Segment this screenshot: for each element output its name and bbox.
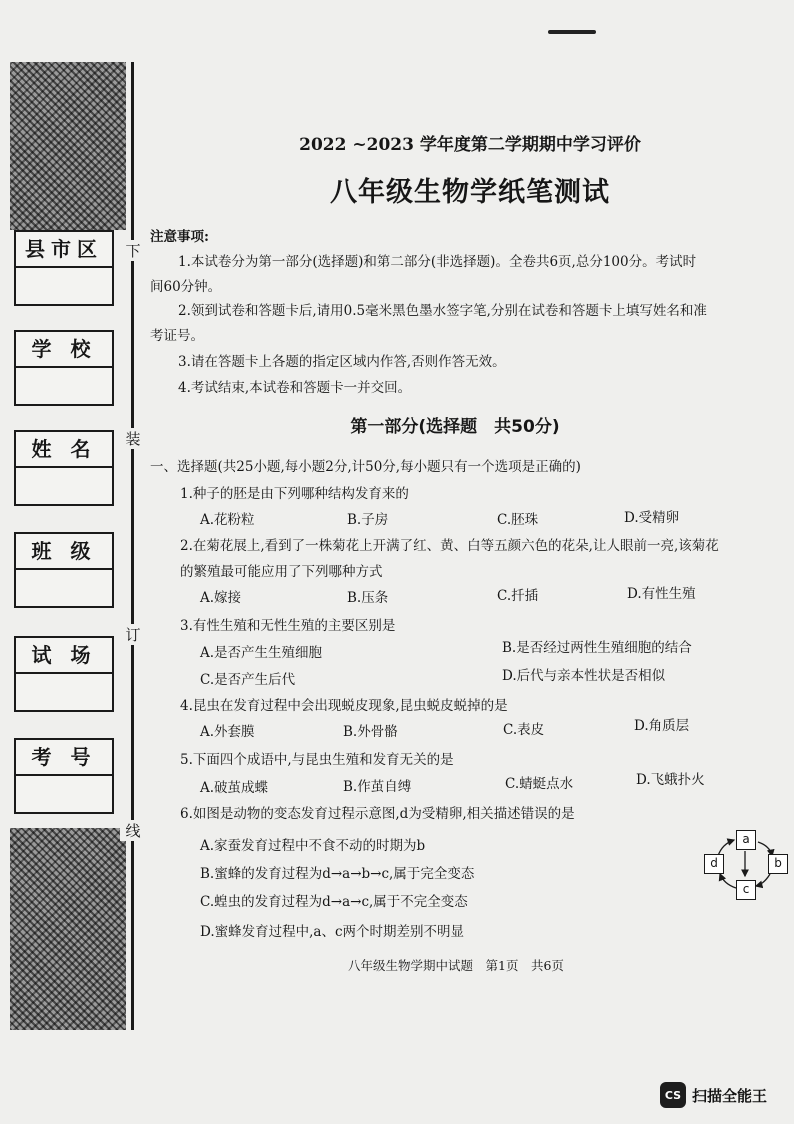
exam-title: 八年级生物学纸笔测试 bbox=[330, 177, 610, 208]
notes-heading: 注意事项: bbox=[150, 229, 209, 245]
security-pattern-top bbox=[10, 62, 126, 230]
binder-mark: 订 bbox=[120, 624, 146, 645]
field-exam-room bbox=[14, 636, 114, 712]
binder-mark: 线 bbox=[120, 820, 146, 841]
camscanner-logo bbox=[660, 1081, 767, 1109]
logo-text: 扫描全能王 bbox=[692, 1086, 768, 1105]
exam-term-title: 2022 ~2023 学年度第二学期期中学习评价 bbox=[299, 135, 641, 155]
question-stem: 4.昆虫在发育过程中会出现蜕皮现象,昆虫蜕皮蜕掉的是 bbox=[180, 698, 508, 714]
field-input-box[interactable] bbox=[16, 674, 112, 710]
field-input-box[interactable] bbox=[16, 570, 112, 606]
field-exam-number bbox=[14, 738, 114, 814]
diagram-node-c: c bbox=[736, 880, 756, 900]
option-b: B.子房 bbox=[347, 512, 389, 528]
question-stem: 1.种子的胚是由下列哪种结构发育来的 bbox=[180, 486, 409, 502]
cs-logo-icon: CS bbox=[660, 1082, 686, 1108]
page-footer: 八年级生物学期中试题 第1页 共6页 bbox=[348, 958, 564, 973]
option-d: D.有性生殖 bbox=[627, 586, 696, 602]
field-label: 班 级 bbox=[16, 534, 112, 570]
binder-mark: 装 bbox=[120, 428, 146, 449]
option-c: C.蜻蜓点水 bbox=[505, 776, 574, 792]
option-c: C.扦插 bbox=[497, 588, 539, 604]
field-school bbox=[14, 330, 114, 406]
option-a: A.是否产生生殖细胞 bbox=[200, 645, 323, 661]
diagram-node-d: d bbox=[704, 854, 724, 874]
option-b: B.压条 bbox=[347, 590, 389, 606]
security-pattern-bottom bbox=[10, 828, 126, 1030]
diagram-node-a: a bbox=[736, 830, 756, 850]
note-item: 2.领到试卷和答题卡后,请用0.5毫米黑色墨水签字笔,分别在试卷和答题卡上填写姓名和准 bbox=[178, 303, 707, 319]
field-county bbox=[14, 230, 114, 306]
option-d: D.后代与亲本性状是否相似 bbox=[502, 668, 666, 684]
question-stem: 5.下面四个成语中,与昆虫生殖和发育无关的是 bbox=[180, 752, 454, 768]
option-c: C.胚珠 bbox=[497, 512, 539, 528]
question-stem: 6.如图是动物的变态发育过程示意图,d为受精卵,相关描述错误的是 bbox=[180, 806, 575, 822]
field-label: 考 号 bbox=[16, 740, 112, 776]
option-c: C.蝗虫的发育过程为d→a→c,属于不完全变态 bbox=[200, 894, 468, 910]
note-item: 4.考试结束,本试卷和答题卡一并交回。 bbox=[178, 380, 412, 396]
question-stem: 3.有性生殖和无性生殖的主要区别是 bbox=[180, 618, 396, 634]
option-a: A.破茧成蝶 bbox=[200, 780, 269, 796]
field-input-box[interactable] bbox=[16, 776, 112, 812]
field-label: 学 校 bbox=[16, 332, 112, 368]
option-b: B.是否经过两性生殖细胞的结合 bbox=[502, 640, 692, 656]
field-label: 试 场 bbox=[16, 638, 112, 674]
option-d: D.飞蛾扑火 bbox=[636, 772, 705, 788]
section-title: 第一部分(选择题 共50分) bbox=[350, 417, 560, 437]
option-a: A.家蚕发育过程中不食不动的时期为b bbox=[200, 838, 426, 854]
scan-mark bbox=[548, 30, 596, 34]
note-item: 3.请在答题卡上各题的指定区域内作答,否则作答无效。 bbox=[178, 354, 506, 370]
diagram-node-b: b bbox=[768, 854, 788, 874]
option-d: D.角质层 bbox=[634, 718, 690, 734]
option-d: D.蜜蜂发育过程中,a、c两个时期差别不明显 bbox=[200, 924, 465, 940]
option-a: A.嫁接 bbox=[200, 590, 242, 606]
field-name bbox=[14, 430, 114, 506]
field-label: 县市区 bbox=[16, 232, 112, 268]
binder-mark: 下 bbox=[120, 240, 146, 261]
section-instruction: 一、选择题(共25小题,每小题2分,计50分,每小题只有一个选项是正确的) bbox=[150, 459, 581, 475]
field-input-box[interactable] bbox=[16, 468, 112, 504]
field-input-box[interactable] bbox=[16, 368, 112, 404]
field-label: 姓 名 bbox=[16, 432, 112, 468]
field-class bbox=[14, 532, 114, 608]
option-a: A.外套膜 bbox=[200, 724, 255, 740]
note-item: 1.本试卷分为第一部分(选择题)和第二部分(非选择题)。全卷共6页,总分100分。考试时 bbox=[178, 254, 697, 270]
option-b: B.作茧自缚 bbox=[343, 779, 412, 795]
option-c: C.是否产生后代 bbox=[200, 672, 296, 688]
option-a: A.花粉粒 bbox=[200, 512, 255, 528]
binding-line bbox=[131, 62, 134, 1030]
option-c: C.表皮 bbox=[503, 722, 545, 738]
note-item: 考证号。 bbox=[150, 328, 204, 344]
option-d: D.受精卵 bbox=[624, 510, 680, 526]
question-stem: 2.在菊花展上,看到了一株菊花上开满了红、黄、白等五颜六色的花朵,让人眼前一亮,该菊花 bbox=[180, 538, 719, 554]
question-stem: 的繁殖最可能应用了下列哪种方式 bbox=[180, 564, 383, 580]
field-input-box[interactable] bbox=[16, 268, 112, 304]
note-item: 间60分钟。 bbox=[150, 279, 222, 295]
option-b: B.外骨骼 bbox=[343, 724, 398, 740]
metamorphosis-diagram bbox=[696, 826, 794, 916]
option-b: B.蜜蜂的发育过程为d→a→b→c,属于完全变态 bbox=[200, 866, 475, 882]
